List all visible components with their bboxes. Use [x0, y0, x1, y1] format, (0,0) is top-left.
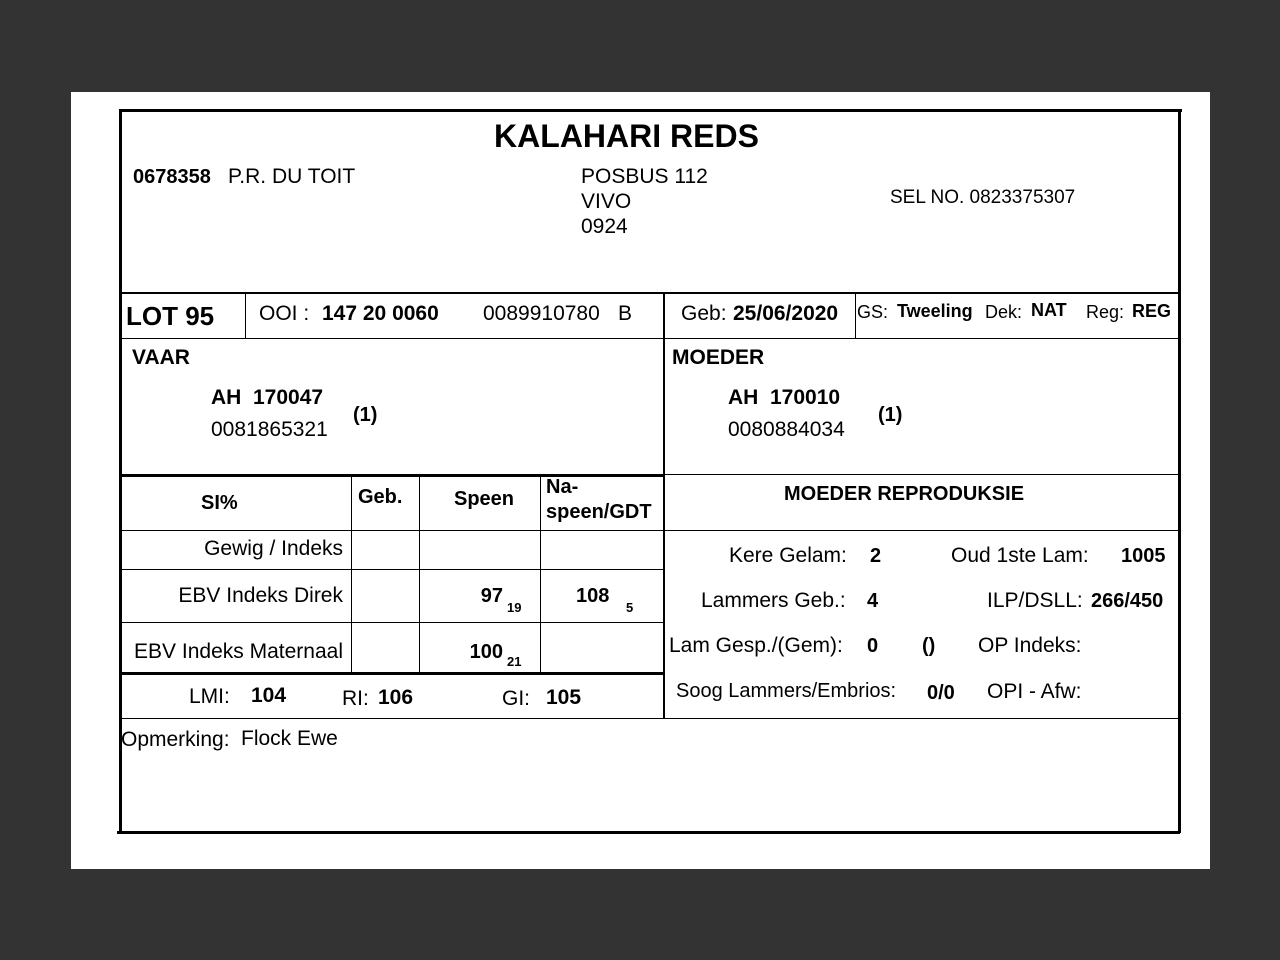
frame-left-line — [119, 109, 122, 833]
moeder-number: 0080884034 — [728, 418, 845, 441]
oud-value: 1005 — [1121, 545, 1166, 567]
geb-label: Geb: — [681, 302, 727, 325]
gesp-paren: () — [922, 635, 936, 657]
rule-lot-top — [121, 292, 1179, 294]
opi-label: OPI - Afw: — [987, 680, 1082, 703]
direk-speen-value: 97 — [480, 585, 503, 607]
frame-right-line — [1178, 109, 1181, 833]
moeder-count: (1) — [878, 404, 903, 426]
direk-speen-sub: 19 — [507, 600, 522, 615]
rule-row3 — [121, 672, 665, 675]
reg-value: REG — [1132, 301, 1172, 321]
document-sheet — [71, 92, 1210, 869]
moeder-id: AH 170010 — [728, 386, 841, 409]
gesp-value: 0 — [867, 635, 879, 657]
row-label-direk: EBV Indeks Direk — [178, 584, 343, 607]
ilp-value: 266/450 — [1091, 590, 1164, 612]
vaar-number: 0081865321 — [211, 418, 328, 441]
direk-naspeen-sub: 5 — [626, 600, 634, 615]
frame-bottom-line — [117, 831, 1180, 834]
ri-label: RI: — [342, 687, 369, 710]
rule-row2 — [121, 622, 665, 623]
soog-value: 0/0 — [927, 682, 955, 704]
address-line3: 0924 — [581, 215, 628, 238]
gs-value: Tweeling — [897, 301, 973, 321]
header-speen: Speen — [454, 488, 515, 510]
rule-col-naspeen — [540, 476, 541, 674]
rule-parents-bottom-left — [121, 474, 665, 477]
dek-value: NAT — [1031, 300, 1067, 320]
lmi-label: LMI: — [189, 685, 230, 708]
repro-heading: MOEDER REPRODUKSIE — [784, 483, 1025, 505]
header-geb: Geb. — [358, 486, 403, 508]
ri-value: 106 — [378, 686, 414, 709]
row-label-gewig: Gewig / Indeks — [204, 537, 343, 560]
oud-label: Oud 1ste Lam: — [951, 544, 1089, 567]
address-line1: POSBUS 112 — [581, 165, 708, 188]
frame-top-line — [119, 109, 1182, 112]
tag-number: 0089910780 — [483, 302, 600, 325]
maternaal-speen-sub: 21 — [507, 654, 522, 669]
vaar-count: (1) — [353, 404, 378, 426]
header-si: SI% — [201, 492, 238, 514]
rule-center-divider — [663, 293, 665, 719]
header-naspeen-1: Na- — [546, 476, 579, 498]
ilp-label: ILP/DSLL: — [987, 589, 1083, 612]
vaar-id: AH 170047 — [211, 386, 324, 409]
kere-value: 2 — [870, 545, 882, 567]
maternaal-speen-value: 100 — [469, 641, 503, 663]
kere-label: Kere Gelam: — [729, 544, 847, 567]
gs-label: GS: — [857, 302, 889, 322]
document-title: KALAHARI REDS — [494, 118, 759, 154]
rule-lot-bottom — [121, 338, 1179, 339]
rule-header-row — [121, 530, 1179, 531]
soog-label: Soog Lammers/Embrios: — [676, 680, 897, 702]
phone-number: SEL NO. 0823375307 — [890, 187, 1076, 208]
direk-naspeen-value: 108 — [576, 585, 610, 607]
rule-summary-bottom — [121, 718, 1179, 719]
rule-lot-divider — [245, 293, 246, 338]
ooi-label: OOI : — [259, 302, 310, 325]
lammers-value: 4 — [867, 590, 879, 612]
gi-label: GI: — [502, 687, 531, 710]
rule-parents-bottom-right — [665, 474, 1179, 475]
lot-number: LOT 95 — [126, 301, 215, 331]
owner-id: 0678358 — [133, 166, 211, 188]
lmi-value: 104 — [251, 684, 287, 707]
remark-label: Opmerking: — [121, 728, 230, 751]
geb-value: 25/06/2020 — [733, 302, 839, 325]
reg-label: Reg: — [1086, 302, 1125, 322]
lammers-label: Lammers Geb.: — [701, 589, 846, 612]
row-label-maternaal: EBV Indeks Maternaal — [134, 640, 343, 663]
gesp-label: Lam Gesp./(Gem): — [669, 634, 843, 657]
owner-name: P.R. DU TOIT — [228, 165, 356, 188]
address-line2: VIVO — [581, 190, 632, 213]
remark-value: Flock Ewe — [241, 727, 338, 750]
op-label: OP Indeks: — [978, 634, 1082, 657]
header-naspeen-2: speen/GDT — [546, 501, 652, 523]
moeder-heading: MOEDER — [672, 346, 765, 369]
rule-col-geb — [351, 476, 352, 674]
gi-value: 105 — [546, 686, 582, 709]
rule-row1 — [121, 569, 665, 570]
dek-label: Dek: — [985, 302, 1023, 322]
ooi-value: 147 20 0060 — [322, 302, 439, 325]
rule-geb-divider — [855, 293, 856, 338]
vaar-heading: VAAR — [132, 346, 190, 369]
tag-suffix: B — [618, 302, 633, 325]
